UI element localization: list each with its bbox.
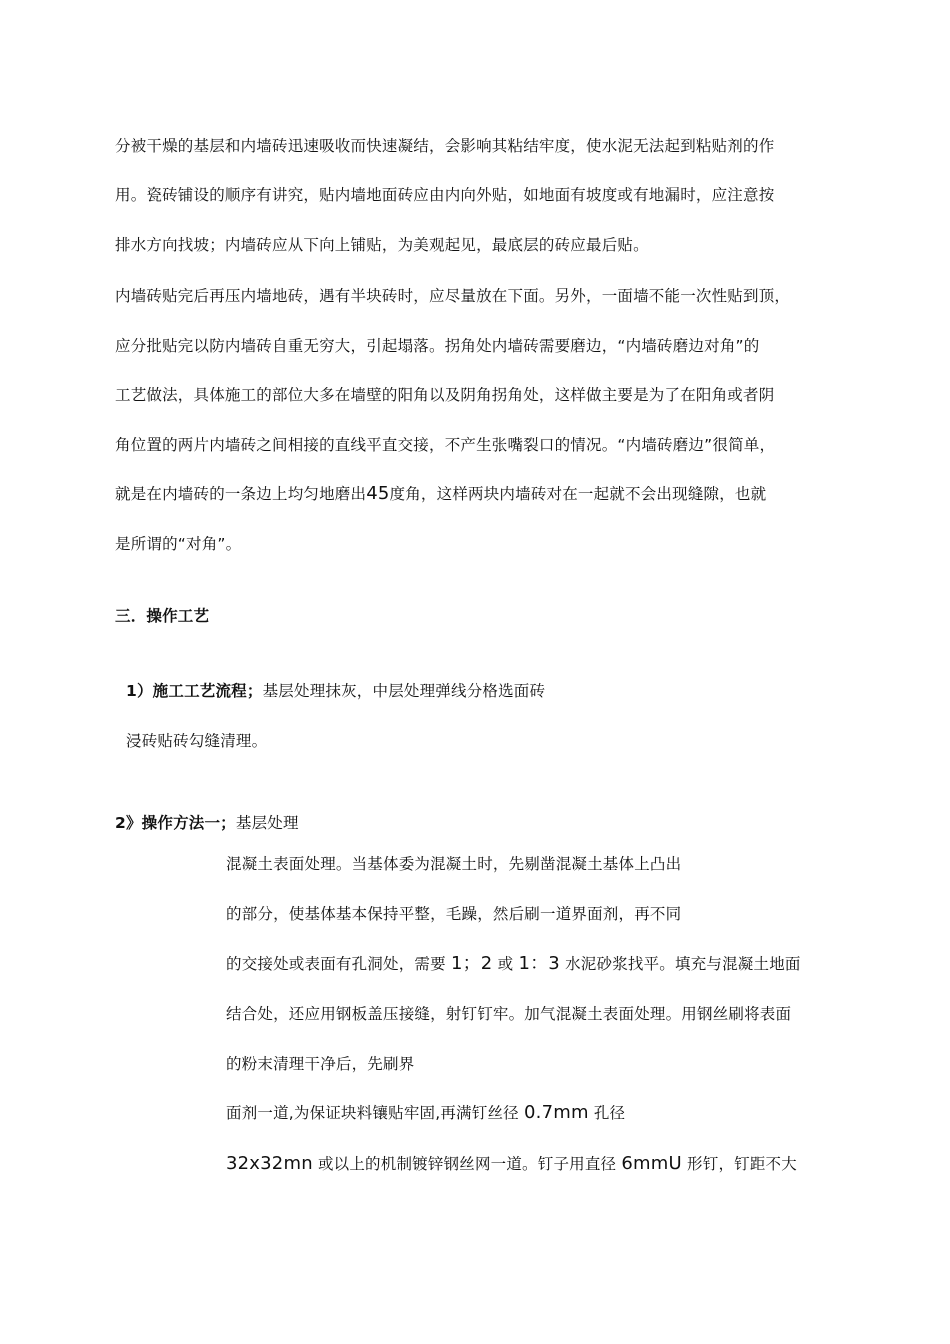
method-line: 混凝土表面处理。当基体委为混凝土时，先剔凿混凝土基体上凸出 <box>226 855 682 873</box>
ratio-value: 1；2 <box>450 953 493 974</box>
method-line <box>226 1153 797 1175</box>
text-run: 的交接处或表面有孔洞处，需要 <box>226 955 446 973</box>
text-run: 孔径 <box>593 1104 626 1122</box>
text-run: 形钉，钉距不大 <box>687 1155 797 1173</box>
measure-value: 6mmU <box>621 1153 682 1174</box>
paragraph-line: 应分批贴完以防内墙砖自重无穷大，引起塌落。拐角处内墙砖需要磨边，“内墙砖磨边对角”的 <box>115 337 760 355</box>
ratio-value: 1：3 <box>518 953 560 974</box>
method-line: 的粉末清理干净后，先刷界 <box>226 1055 415 1073</box>
text-run: 水泥砂浆找平。填充与混凝土地面 <box>565 955 801 973</box>
step-2-line <box>115 812 299 834</box>
method-line <box>226 1102 625 1124</box>
text-run: 面剂一道,为保证块料镶贴牢固,再满钉丝径 <box>226 1104 519 1122</box>
paragraph-line: 分被干燥的基层和内墙砖迅速吸收而快速凝结，会影响其粘结牢度，使水泥无法起到粘贴剂的作 <box>115 137 775 155</box>
paragraph-line <box>115 483 766 505</box>
step-1-label: 1）施工工艺流程； <box>126 682 263 700</box>
text-run: 度角，这样两块内墙砖对在一起就不会出现缝隙，也就 <box>389 485 767 503</box>
paragraph-line: 角位置的两片内墙砖之间相接的直线平直交接，不产生张嘴裂口的情况。“内墙砖磨边”很简单， <box>115 436 776 454</box>
paragraph-line: 用。瓷砖铺设的顺序有讲究，贴内墙地面砖应由内向外贴，如地面有坡度或有地漏时，应注意按 <box>115 186 775 204</box>
method-line: 的部分，使基体基本保持平整，毛躁，然后刷一道界面剂，再不同 <box>226 905 682 923</box>
paragraph-line: 是所谓的“对角”。 <box>115 535 242 553</box>
number-run: 45 <box>366 483 390 504</box>
step-1-text: 基层处理抹灰，中层处理弹线分格选面砖 <box>262 682 546 700</box>
step-1-line <box>126 680 545 702</box>
method-line <box>226 953 801 975</box>
step-2-text: 基层处理 <box>235 814 299 832</box>
measure-value: 32x32mn <box>226 1153 313 1174</box>
step-2-label: 2》操作方法一； <box>115 814 236 832</box>
step-1-continuation: 浸砖贴砖勾缝清理。 <box>126 732 268 750</box>
paragraph-line: 排水方向找坡；内墙砖应从下向上铺贴，为美观起见，最底层的砖应最后贴。 <box>115 236 649 254</box>
paragraph-line: 内墙砖贴完后再压内墙地砖，遇有半块砖时，应尽量放在下面。另外，一面墙不能一次性贴到顶， <box>115 287 791 305</box>
paragraph-line: 工艺做法，具体施工的部位大多在墙壁的阳角以及阴角拐角处，这样做主要是为了在阳角或者阴 <box>115 386 775 404</box>
text-run: 或以上的机制镀锌钢丝网一道。钉子用直径 <box>317 1155 617 1173</box>
text-run: 就是在内墙砖的一条边上均匀地磨出 <box>115 485 367 503</box>
measure-value: 0.7mm <box>524 1102 589 1123</box>
text-run: 或 <box>497 955 514 973</box>
section-heading: 三．操作工艺 <box>115 607 210 625</box>
method-line: 结合处，还应用钢板盖压接缝，射钉钉牢。加气混凝土表面处理。用钢丝刷将表面 <box>226 1005 792 1023</box>
